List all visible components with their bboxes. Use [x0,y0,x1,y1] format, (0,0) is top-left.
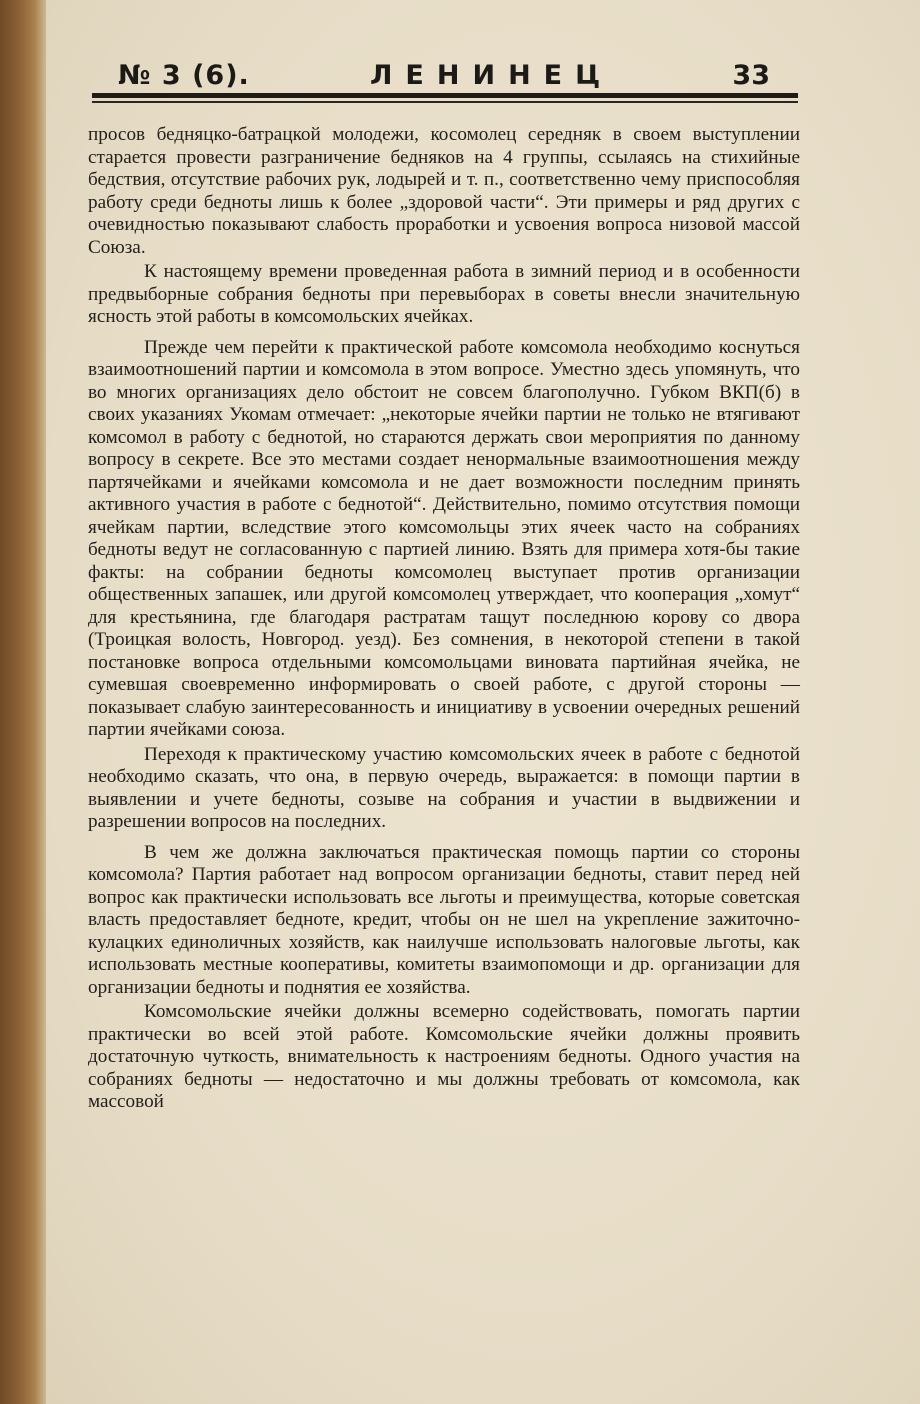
body-text [88,124,800,1116]
paragraph-1: просов бедняцко-батрацкой молодежи, косомолец середняк в своем выступлении старается провести разграничение бедняков на 4 группы, ссылаясь на стихийные бедствия, отсутствие рабочих рук, лодырей и т. п., соответственно чему приспособляя работу среди бедноты лишь к более „здоровой части“. Эти примеры и ряд других с очевидностью показывают слабость проработки и усвоения вопроса низовой массой Союза. [88,124,800,258]
paragraph-3: Прежде чем перейти к практической работе комсомола необходимо коснуться взаимоотношений партии и комсомола в этом вопросе. Уместно здесь упомянуть, что во многих организациях дело обстоит не совсем благополучно. Губком ВКП(б) в своих указаниях Укомам отмечает: „некоторые ячейки партии не только не втягивают комсомол в работу с беднотой, но стараются держать свои мероприятия по данному вопросу в секрете. Все это местами создает ненормальные взаимоотношения между партячейками и ячейками комсомола и не дает возможности последним принять активного участия в работе с беднотой“. Действительно, помимо отсутствия помощи ячейкам партии, вследствие этого комсомольцы этих ячеек часто на собраниях бедноты ведут не согласованную с партией линию. Взять для примера хотя-бы такие факты: на собрании бедноты комсомолец выступает против организации общественных запашек, или другой комсомолец утверждает, что кооперация „хомут“ для крестьянина, где благодаря растратам тащут последнюю корову со двора (Троицкая волость, Новгород. уезд). Без сомнения, в некоторой степени в такой постановке вопроса отдельными комсомольцами виновата партийная ячейка, не сумевшая своевременно информировать о своей работе, с другой стороны — показывает слабую заинтересованность и инициативу в усвоении очередных решений партии ячейками союза. [88,336,800,740]
paragraph-2: К настоящему времени проведенная работа в зимний период и в особенности предвыборные собрания бедноты при перевыборах в советы внесли значительную ясность этой работы в комсомольских ячейках. [88,261,800,327]
paragraph-6: Комсомольские ячейки должны всемерно содействовать, помогать партии практически во всей этой работе. Комсомольские ячейки должны проявить достаточную чуткость, внимательность к настроениям бедноты. Одного участия на собраниях бедноты — недостаточно и мы должны требовать от комсомола, как массовой [88,1001,800,1112]
page-header [92,52,798,96]
journal-title: ЛЕНИНЕЦ [370,60,614,91]
header-rule-thick [92,93,798,98]
issue-number: № 3 (6). [118,60,250,91]
page-number: 33 [732,60,770,91]
paragraph-4: Переходя к практическому участию комсомольских ячеек в работе с беднотой необходимо сказать, что она, в первую очередь, выражается: в помощи партии в выявлении и учете бедноты, созыве на собрания и участии в выдвижении и разрешении вопросов на последних. [88,743,800,832]
book-spine [0,0,46,1404]
paragraph-5: В чем же должна заключаться практическая помощь партии со стороны комсомола? Партия работает над вопросом организации бедноты, ставит перед ней вопрос как практически использовать все льготы и преимущества, которые советская власть предоставляет бедноте, кредит, чтобы он не шел на укрепление зажиточно-кулацких единоличных хозяйств, как наилучше использовать налоговые льготы, как использовать местные кооперативы, комитеты взаимопомощи и др. организации для организации бедноты и поднятия ее хозяйства. [88,841,800,998]
header-rule-thin [92,101,798,103]
